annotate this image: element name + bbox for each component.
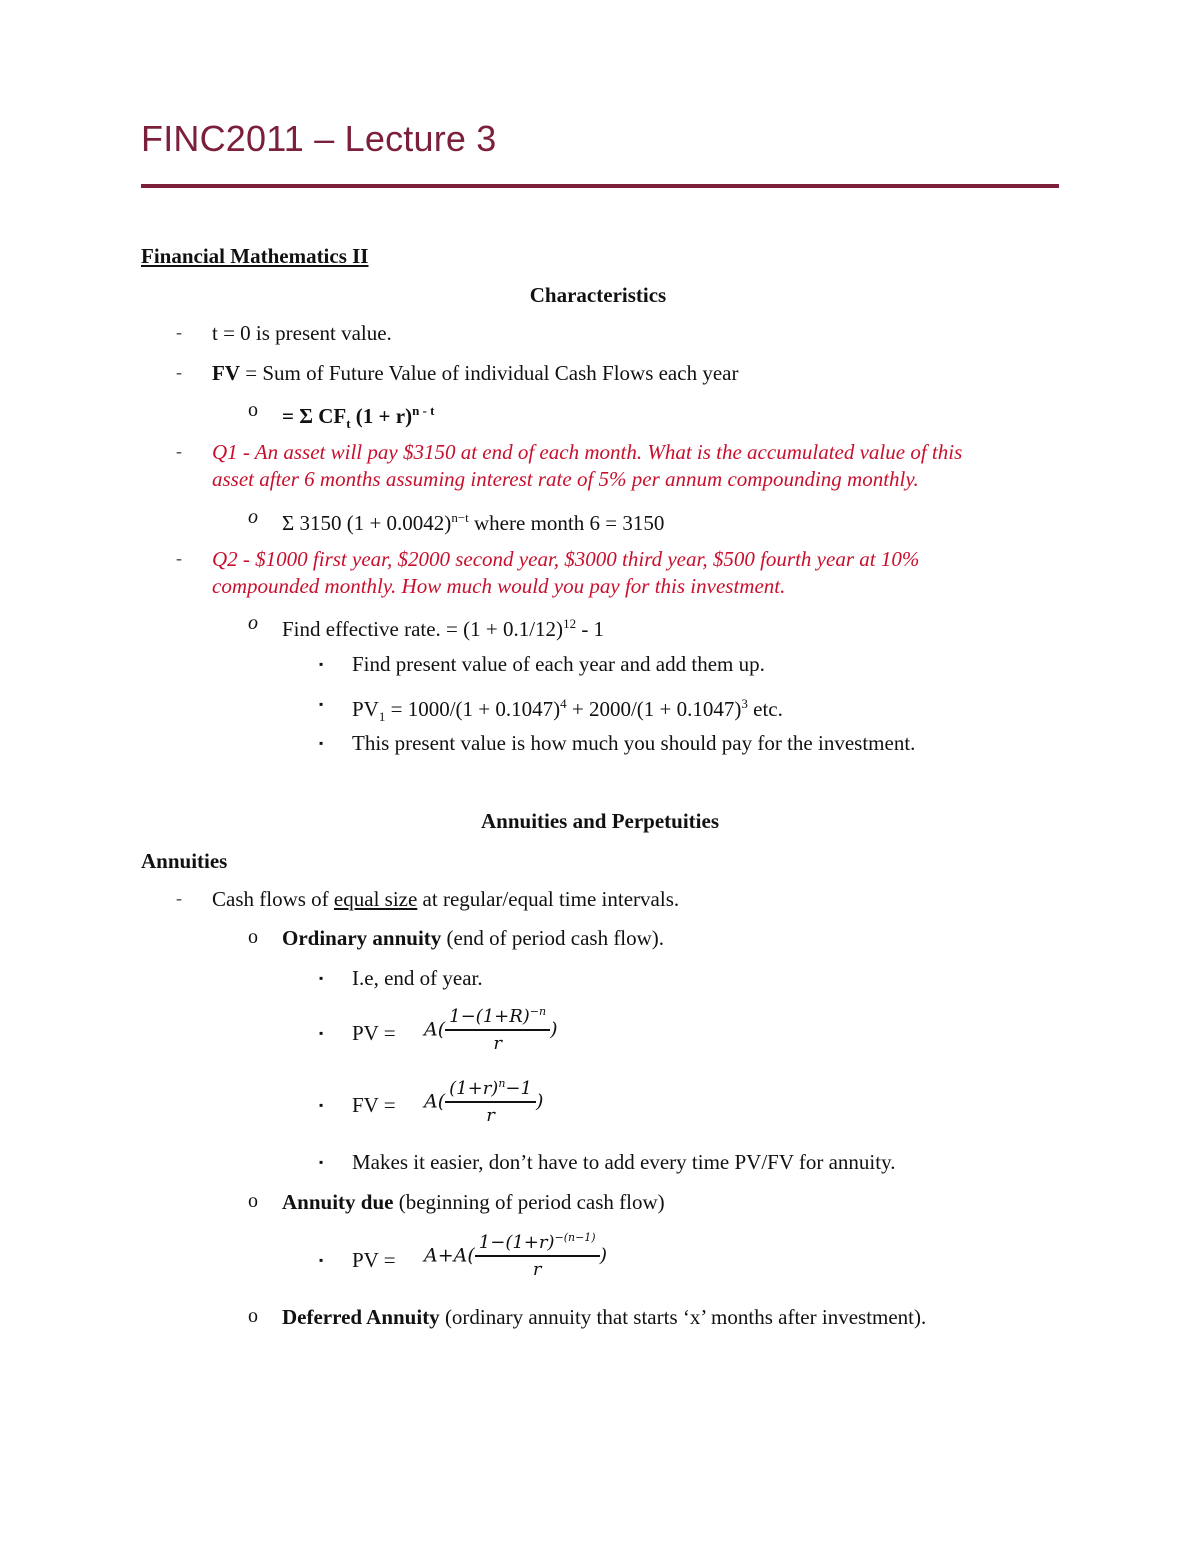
calc-sup: 4 bbox=[560, 696, 567, 711]
calc-part: PV bbox=[352, 697, 379, 721]
formula-part: ) bbox=[550, 1018, 558, 1041]
text-part: (beginning of period cash flow) bbox=[393, 1190, 665, 1214]
fraction-denominator: r bbox=[486, 1105, 495, 1126]
step-sup: 12 bbox=[563, 616, 577, 631]
numerator-text: (1+r) bbox=[449, 1078, 499, 1099]
characteristics-heading: Characteristics bbox=[529, 283, 667, 307]
formula-part: = Σ CF bbox=[282, 404, 347, 428]
calc-sub: 1 bbox=[378, 709, 386, 725]
calc-part: + 2000/(1 + 0.1047) bbox=[566, 697, 742, 721]
answer-sup: n−t bbox=[451, 510, 469, 525]
fv-definition: = Sum of Future Value of individual Cash Flows each year bbox=[240, 361, 739, 385]
calc-part: = 1000/(1 + 0.1047) bbox=[385, 697, 561, 721]
dash-bullet: - bbox=[176, 548, 182, 568]
fv-formula bbox=[424, 1077, 543, 1126]
numerator-sup: n bbox=[498, 1077, 506, 1090]
square-bullet: ▪ bbox=[319, 1026, 324, 1040]
list-item: t = 0 is present value. bbox=[212, 321, 392, 345]
formula-part: (1 + r) bbox=[350, 404, 413, 428]
square-bullet: ▪ bbox=[319, 1155, 324, 1169]
numerator-text: −1 bbox=[505, 1078, 532, 1099]
square-bullet: ▪ bbox=[319, 1098, 324, 1112]
section-heading: Financial Mathematics II bbox=[141, 244, 369, 268]
formula-part: A( bbox=[424, 1018, 446, 1041]
due-fraction bbox=[475, 1231, 600, 1280]
text-part: Cash flows of bbox=[212, 887, 334, 911]
square-bullet: ▪ bbox=[319, 971, 324, 985]
formula-part: A( bbox=[424, 1090, 446, 1113]
question-2-line-2: compounded monthly. How much would you pay for this investment. bbox=[212, 574, 786, 598]
circle-bullet: o bbox=[248, 1305, 258, 1327]
formula-part: A+A( bbox=[424, 1244, 475, 1267]
calc-part: etc. bbox=[747, 697, 783, 721]
list-item bbox=[282, 1304, 926, 1330]
text-part: at regular/equal time intervals. bbox=[417, 887, 680, 911]
fv-term: FV bbox=[212, 361, 240, 385]
step-part: - 1 bbox=[576, 617, 605, 641]
question-1-line-2: asset after 6 months assuming interest rate of 5% per annum compounding monthly. bbox=[212, 467, 919, 491]
due-pv-formula bbox=[424, 1231, 607, 1280]
dash-bullet: - bbox=[176, 888, 182, 908]
list-item bbox=[282, 925, 664, 951]
square-bullet: ▪ bbox=[319, 657, 324, 671]
numerator-text: 1−(1+R) bbox=[449, 1006, 530, 1027]
fv-fraction bbox=[445, 1077, 536, 1126]
formula-part: ) bbox=[599, 1244, 608, 1267]
fv-formula bbox=[282, 398, 434, 437]
circle-bullet: o bbox=[248, 506, 258, 528]
answer-part: Σ 3150 (1 + 0.0042) bbox=[282, 511, 452, 535]
annuity-due-term: Annuity due bbox=[282, 1190, 394, 1214]
fraction-numerator bbox=[475, 1231, 600, 1257]
list-item: Find present value of each year and add them up. bbox=[352, 652, 765, 676]
effective-rate-step bbox=[282, 611, 604, 642]
list-item bbox=[212, 360, 738, 386]
list-item: Makes it easier, don’t have to add every time PV/FV for annuity. bbox=[352, 1150, 896, 1174]
list-item: I.e, end of year. bbox=[352, 966, 483, 990]
fraction-numerator bbox=[445, 1077, 536, 1103]
numerator-text: 1−(1+r) bbox=[478, 1232, 555, 1253]
formula-part: ) bbox=[535, 1090, 544, 1113]
numerator-sup: −n bbox=[529, 1005, 547, 1018]
title-rule bbox=[141, 184, 1059, 188]
formula-sup: n - t bbox=[412, 403, 435, 418]
fraction-denominator: r bbox=[493, 1033, 502, 1054]
formula-sub: t bbox=[346, 416, 351, 432]
list-item: This present value is how much you should pay for the investment. bbox=[352, 731, 916, 755]
fraction-denominator: r bbox=[532, 1259, 542, 1280]
dash-bullet: - bbox=[176, 441, 182, 461]
list-item bbox=[212, 886, 679, 912]
numerator-sup: −(n−1) bbox=[554, 1231, 596, 1244]
question-1-answer bbox=[282, 505, 664, 536]
deferred-annuity-term: Deferred Annuity bbox=[282, 1305, 440, 1329]
square-bullet: ▪ bbox=[319, 736, 324, 750]
pv-fraction bbox=[445, 1005, 550, 1054]
list-item bbox=[282, 1189, 665, 1215]
calc-sup: 3 bbox=[741, 696, 748, 711]
circle-bullet: o bbox=[248, 1190, 258, 1212]
text-part: (ordinary annuity that starts ‘x’ months after investment). bbox=[439, 1305, 927, 1329]
text-part: (end of period cash flow). bbox=[441, 926, 665, 950]
step-part: Find effective rate. = (1 + 0.1/12) bbox=[282, 617, 564, 641]
section-heading-annuities-perpetuities: Annuities and Perpetuities bbox=[480, 809, 719, 833]
square-bullet: ▪ bbox=[319, 1253, 324, 1267]
answer-part: where month 6 = 3150 bbox=[468, 511, 665, 535]
page-title: FINC2011 – Lecture 3 bbox=[141, 118, 497, 159]
circle-bullet: o bbox=[248, 612, 258, 634]
pv-label: PV = bbox=[352, 1021, 396, 1045]
pv-formula bbox=[424, 1005, 558, 1054]
circle-bullet: o bbox=[248, 926, 258, 948]
dash-bullet: - bbox=[176, 362, 182, 382]
question-2-line-1: Q2 - $1000 first year, $2000 second year, $3000 third year, $500 fourth year at 10% bbox=[212, 547, 920, 571]
fraction-numerator bbox=[445, 1005, 550, 1031]
dash-bullet: - bbox=[176, 322, 182, 342]
pv-calculation bbox=[352, 691, 783, 730]
fv-label: FV = bbox=[352, 1093, 396, 1117]
ordinary-annuity-term: Ordinary annuity bbox=[282, 926, 442, 950]
circle-bullet: o bbox=[248, 399, 258, 421]
annuities-heading: Annuities bbox=[141, 849, 228, 873]
underlined-text: equal size bbox=[333, 887, 418, 911]
square-bullet: ▪ bbox=[319, 697, 324, 711]
question-1-line-1: Q1 - An asset will pay $3150 at end of each month. What is the accumulated value of this bbox=[212, 440, 963, 464]
due-pv-label: PV = bbox=[352, 1248, 396, 1272]
